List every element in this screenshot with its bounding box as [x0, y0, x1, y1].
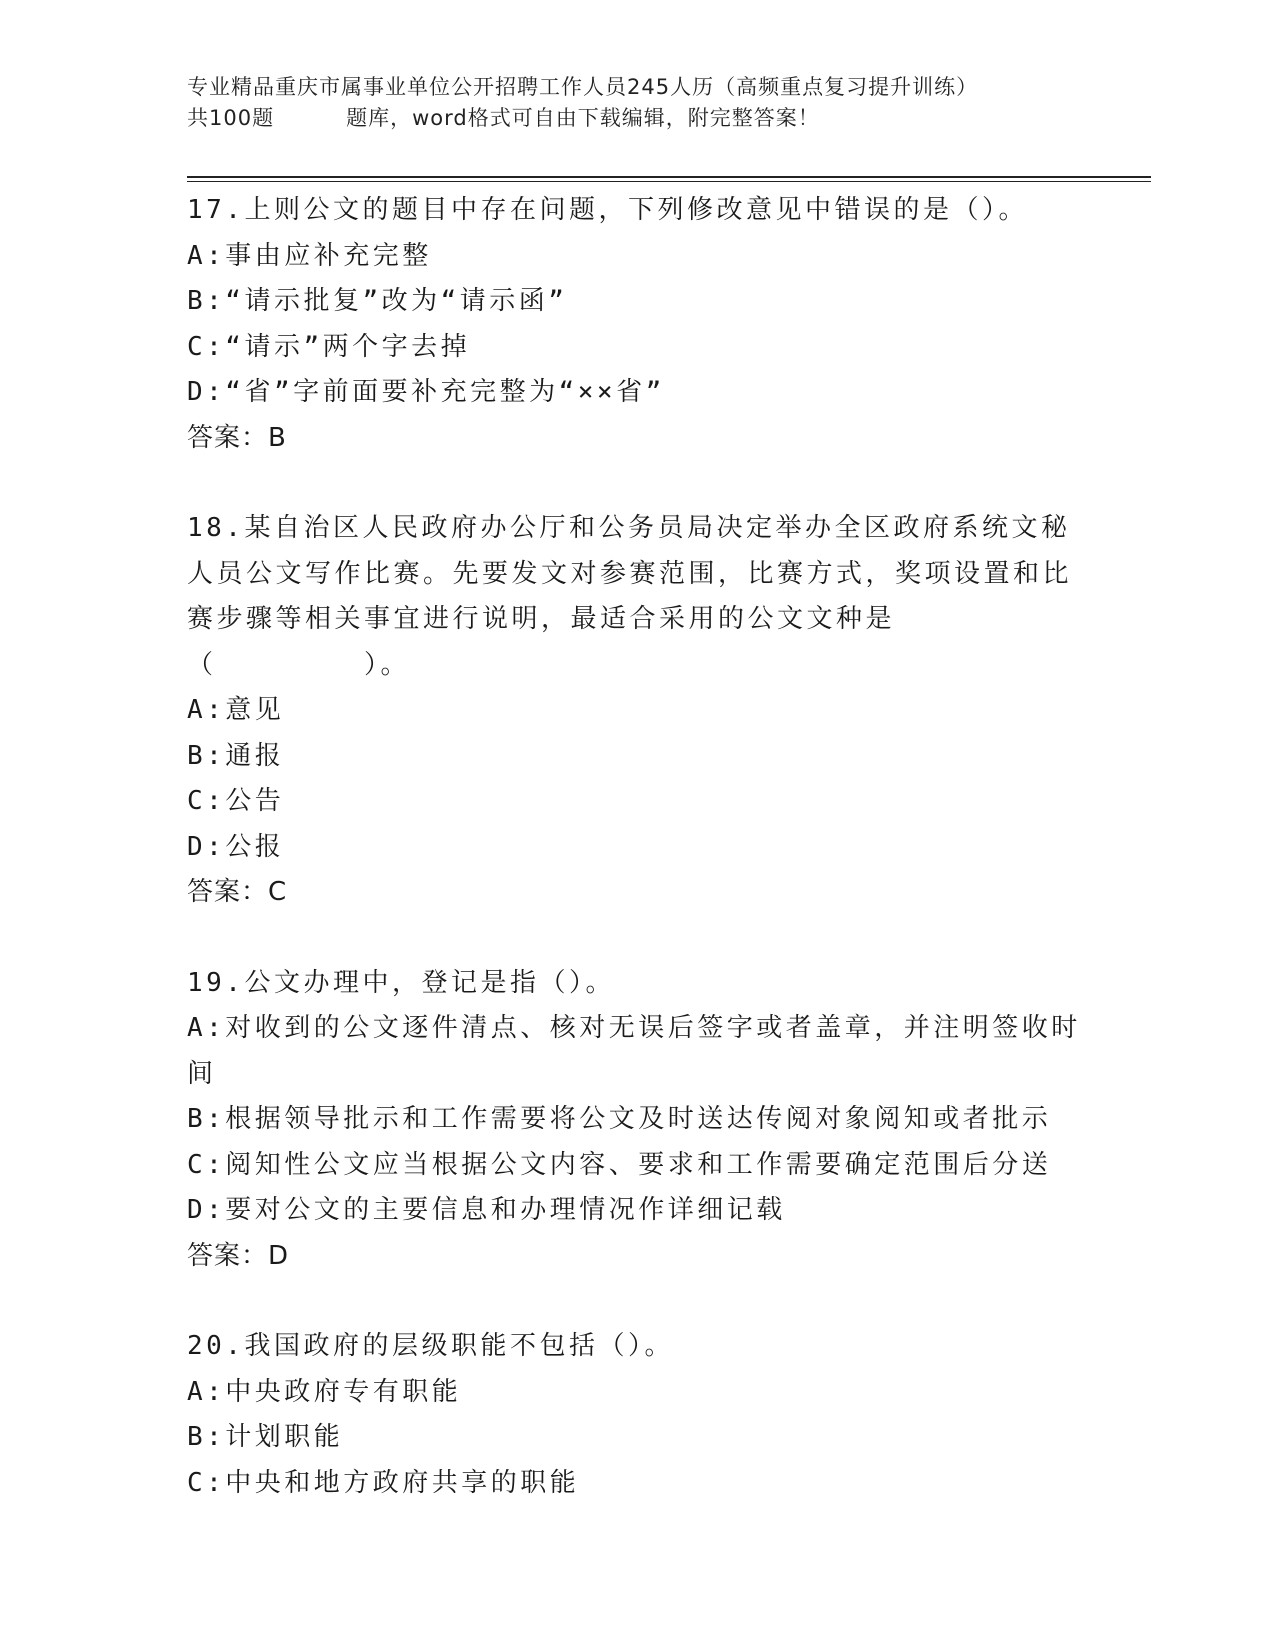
question-20 — [187, 1324, 1087, 1506]
header-count: 共100题 — [187, 106, 275, 130]
question-stem: 19.公文办理中，登记是指（）。 — [187, 967, 615, 998]
header-description: 题库，word格式可自由下载编辑，附完整答案！ — [346, 106, 820, 130]
answer-line: 答案：C — [187, 877, 288, 907]
answer-line: 答案：D — [187, 1240, 290, 1271]
question-19 — [187, 961, 1087, 1280]
option-a: A:事由应补充完整 — [187, 240, 432, 271]
option-b: B:计划职能 — [187, 1422, 344, 1452]
question-stem: 18.某自治区人民政府办公厅和公务员局决定举办全区政府系统文秘人员公文写作比赛。先要发文对参赛范围，比赛方式，奖项设置和比赛步骤等相关事宜进行说明，最适合采用的公文文种是（ ）。 — [187, 513, 1073, 680]
option-b: B:通报 — [187, 740, 285, 771]
question-stem: 17.上则公文的题目中存在问题，下列修改意见中错误的是（）。 — [187, 195, 1028, 225]
answer-line: 答案：B — [187, 422, 287, 453]
option-c: C:阅知性公文应当根据公文内容、要求和工作需要确定范围后分送 — [187, 1149, 1052, 1180]
header-title-line: 专业精品重庆市属事业单位公开招聘工作人员245人历（高频重点复习提升训练） — [187, 75, 979, 99]
option-d: D:“省”字前面要补充完整为“××省” — [187, 377, 665, 407]
question-18 — [187, 506, 1087, 916]
document-header — [187, 72, 1087, 134]
option-c: C:中央和地方政府共享的职能 — [187, 1467, 580, 1498]
header-subtitle-line — [187, 103, 1087, 134]
option-a: A:中央政府专有职能 — [187, 1376, 462, 1407]
option-d: D:公报 — [187, 831, 285, 862]
header-rule-thin — [187, 181, 1151, 182]
question-stem: 20.我国政府的层级职能不包括（）。 — [187, 1331, 674, 1361]
option-d: D:要对公文的主要信息和办理情况作详细记载 — [187, 1195, 786, 1225]
header-rule-thick — [187, 176, 1151, 178]
question-17 — [187, 188, 1087, 461]
option-c: C:“请示”两个字去掉 — [187, 331, 471, 362]
option-b: B:根据领导批示和工作需要将公文及时送达传阅对象阅知或者批示 — [187, 1104, 1052, 1134]
option-a: A:对收到的公文逐件清点、核对无误后签字或者盖章，并注明签收时间 — [187, 1013, 1081, 1089]
question-list — [187, 188, 1087, 1551]
option-c: C:公告 — [187, 786, 285, 816]
option-b: B:“请示批复”改为“请示函” — [187, 286, 568, 316]
option-a: A:意见 — [187, 695, 285, 725]
